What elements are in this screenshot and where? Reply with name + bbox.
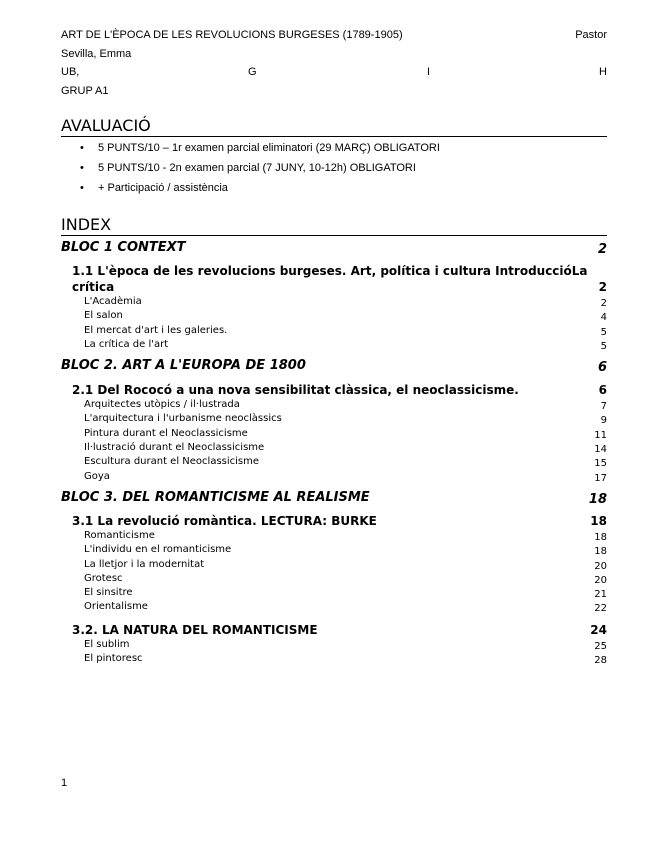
toc-page-number: 21: [594, 589, 607, 600]
toc-entry[interactable]: L'Acadèmia 2: [84, 296, 607, 309]
toc-page-number: 11: [594, 430, 607, 441]
toc-section-3-2[interactable]: 3.2. LA NATURA DEL ROMANTICISME 24: [72, 623, 607, 637]
toc-page-number: 24: [590, 623, 607, 637]
toc-page-number: 18: [590, 514, 607, 528]
toc-page-number: 25: [594, 641, 607, 652]
toc-page-number: 2: [598, 280, 607, 294]
author-name: Sevilla, Emma: [61, 48, 132, 60]
evaluation-item: • 5 PUNTS/10 – 1r examen parcial eliminatori (29 MARÇ) OBLIGATORI: [80, 142, 440, 154]
toc-section-1-1[interactable]: 1.1 L'època de les revolucions burgeses. Art, política i cultura IntroduccióLa crítica 2: [72, 264, 607, 294]
grade-g: G: [248, 66, 257, 78]
toc-page-number: 28: [594, 655, 607, 666]
evaluation-heading: AVALUACIÓ: [61, 116, 607, 137]
evaluation-item: • 5 PUNTS/10 - 2n examen parcial (7 JUNY, 10-12h) OBLIGATORI: [80, 162, 416, 174]
toc-entry[interactable]: Il·lustració durant el Neoclassicisme 14: [84, 442, 607, 455]
toc-entry[interactable]: El mercat d'art i les galeries. 5: [84, 325, 607, 338]
toc-page-number: 2: [597, 242, 607, 257]
toc-section-2-1[interactable]: 2.1 Del Rococó a una nova sensibilitat clàssica, el neoclassicisme. 6: [72, 383, 607, 397]
toc-entry[interactable]: El salon 4: [84, 310, 607, 323]
toc-page-number: 2: [600, 298, 607, 309]
toc-page-number: 22: [594, 603, 607, 614]
toc-entry[interactable]: El pintoresc 28: [84, 653, 607, 666]
author-surname: Pastor: [575, 29, 607, 41]
toc-bloc-1[interactable]: BLOC 1 CONTEXT 2: [61, 240, 607, 257]
toc-entry[interactable]: Goya 17: [84, 471, 607, 484]
toc-page-number: 14: [594, 444, 607, 455]
toc-page-number: 18: [588, 492, 607, 507]
toc-entry[interactable]: El sinsitre 21: [84, 587, 607, 600]
bullet-icon: •: [80, 162, 84, 174]
toc-page-number: 15: [594, 458, 607, 469]
toc-entry[interactable]: L'arquitectura i l'urbanisme neoclàssics 9: [84, 413, 607, 426]
toc-bloc-2[interactable]: BLOC 2. ART A L'EUROPA DE 1800 6: [61, 358, 607, 375]
group-label: GRUP A1: [61, 85, 109, 97]
toc-page-number: 17: [594, 473, 607, 484]
toc-page-number: 6: [598, 383, 607, 397]
grade-i: I: [427, 66, 431, 78]
bullet-icon: •: [80, 182, 84, 194]
toc-entry[interactable]: La crítica de l'art 5: [84, 339, 607, 352]
toc-entry[interactable]: Arquitectes utòpics / il·lustrada 7: [84, 399, 607, 412]
toc-section-3-1[interactable]: 3.1 La revolució romàntica. LECTURA: BURKE 18: [72, 514, 607, 528]
evaluation-item: • + Participació / assistència: [80, 182, 228, 194]
toc-page-number: 7: [600, 401, 607, 412]
toc-entry[interactable]: L'individu en el romanticisme 18: [84, 544, 607, 557]
toc-page-number: 18: [594, 532, 607, 543]
toc-entry[interactable]: Grotesc 20: [84, 573, 607, 586]
course-title: ART DE L'ÈPOCA DE LES REVOLUCIONS BURGESES (1789-1905): [61, 29, 403, 41]
toc-page-number: 20: [594, 561, 607, 572]
index-heading: INDEX: [61, 215, 607, 236]
bullet-icon: •: [80, 142, 84, 154]
toc-page-number: 4: [600, 312, 607, 323]
toc-entry[interactable]: Orientalisme 22: [84, 601, 607, 614]
toc-page-number: 5: [600, 327, 607, 338]
grade-h: H: [599, 66, 607, 78]
page-number: 1: [61, 777, 68, 789]
toc-entry[interactable]: La lletjor i la modernitat 20: [84, 559, 607, 572]
toc-page-number: 5: [600, 341, 607, 352]
toc-entry[interactable]: Romanticisme 18: [84, 530, 607, 543]
toc-page-number: 18: [594, 546, 607, 557]
toc-entry[interactable]: Pintura durant el Neoclassicisme 11: [84, 428, 607, 441]
toc-entry[interactable]: El sublim 25: [84, 639, 607, 652]
toc-entry[interactable]: Escultura durant el Neoclassicisme 15: [84, 456, 607, 469]
toc-page-number: 9: [600, 415, 607, 426]
toc-bloc-3[interactable]: BLOC 3. DEL ROMANTICISME AL REALISME 18: [61, 490, 607, 507]
university-label: UB,: [61, 66, 80, 78]
toc-page-number: 20: [594, 575, 607, 586]
toc-page-number: 6: [597, 360, 607, 375]
